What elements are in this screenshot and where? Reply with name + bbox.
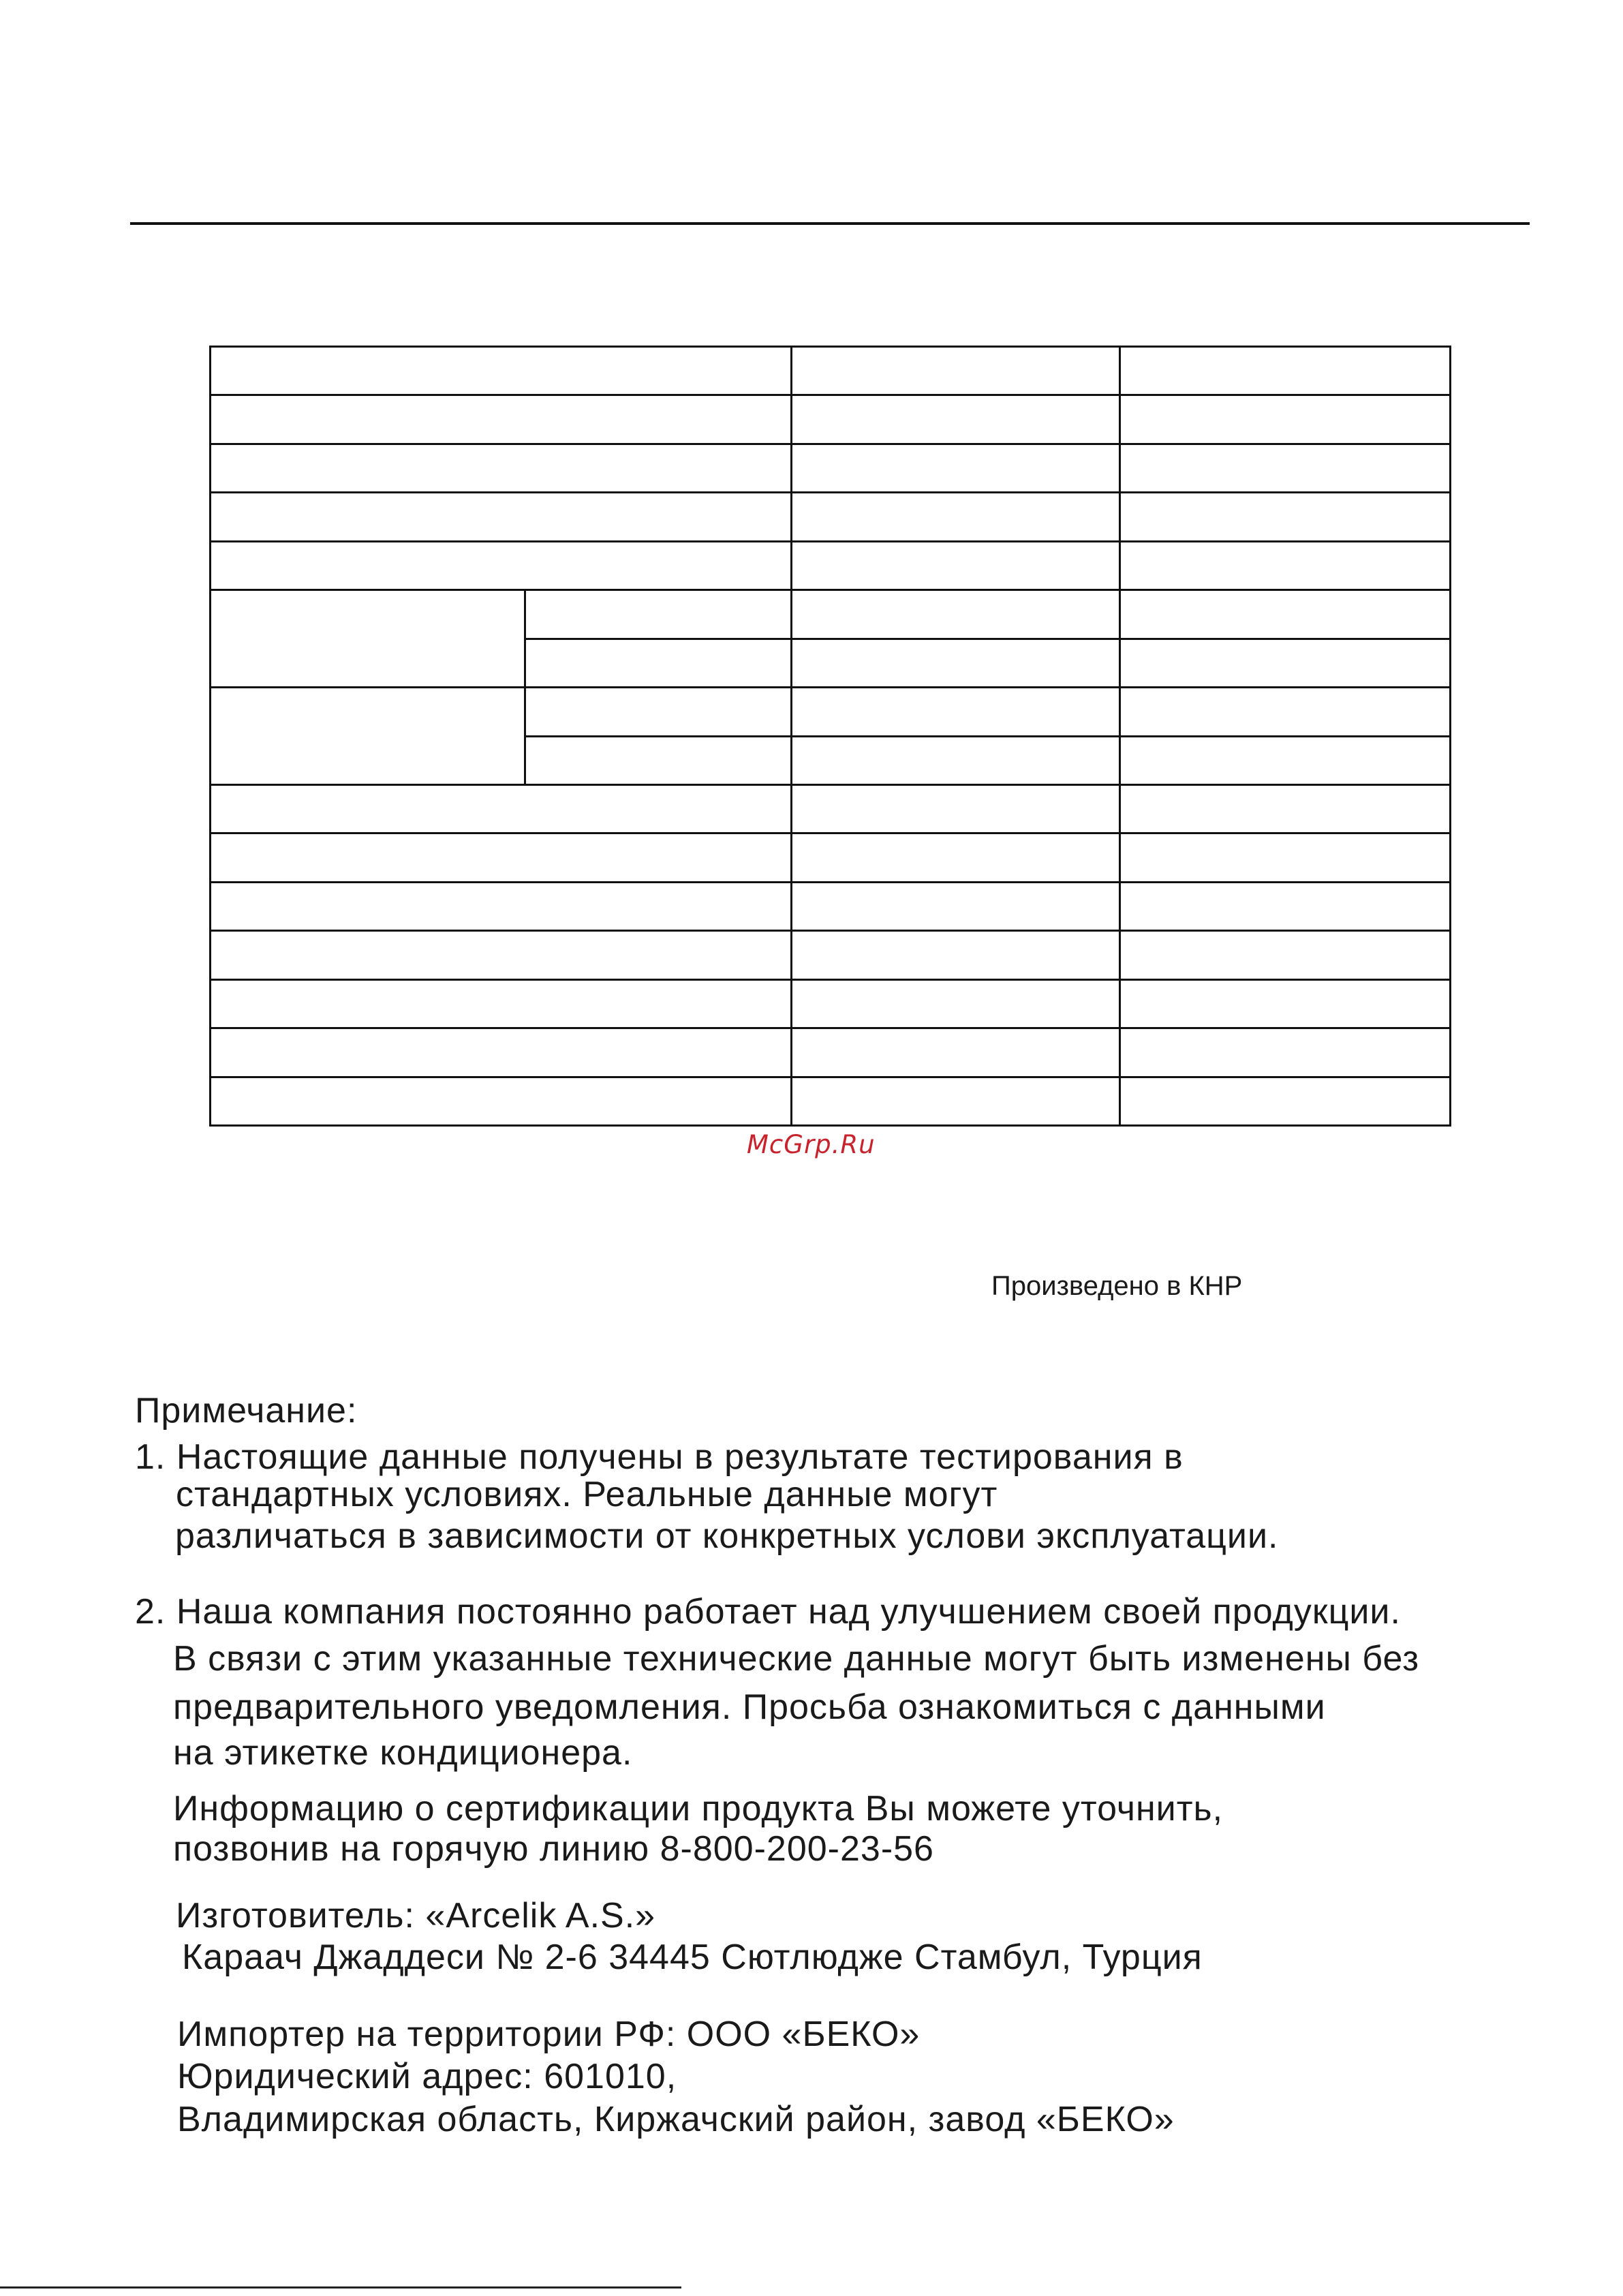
table-cell bbox=[211, 347, 792, 395]
table-cell bbox=[1120, 979, 1451, 1028]
table-cell bbox=[792, 979, 1120, 1028]
table-cell bbox=[1120, 639, 1451, 687]
table-cell bbox=[211, 688, 525, 785]
certification-hotline: позвонив на горячую линию 8-800-200-23-56 bbox=[173, 1829, 934, 1869]
table-cell bbox=[1120, 444, 1451, 492]
table-cell bbox=[792, 639, 1120, 687]
table-row bbox=[211, 541, 1451, 590]
table-row bbox=[211, 979, 1451, 1028]
note-item-2-line-1: 2. Наша компания постоянно работает над улучшением своей продукции. bbox=[135, 1592, 1401, 1632]
table-cell bbox=[1120, 1028, 1451, 1077]
table-cell bbox=[211, 541, 792, 590]
importer-name: Импортер на территории РФ: ООО «БЕКО» bbox=[177, 2015, 921, 2054]
table-cell bbox=[792, 541, 1120, 590]
table-cell bbox=[792, 833, 1120, 882]
table-cell bbox=[1120, 688, 1451, 736]
note-item-2-line-4: на этикетке кондиционера. bbox=[173, 1733, 633, 1773]
table-cell bbox=[211, 931, 792, 979]
note-heading: Примечание: bbox=[135, 1391, 358, 1430]
table-cell bbox=[211, 882, 792, 930]
table-cell bbox=[1120, 784, 1451, 833]
watermark: McGrp.Ru bbox=[747, 1130, 876, 1159]
table-cell bbox=[1120, 395, 1451, 444]
made-in-label: Произведено в КНР bbox=[991, 1271, 1243, 1301]
table-cell bbox=[792, 784, 1120, 833]
bottom-rule bbox=[0, 2286, 681, 2289]
table-row bbox=[211, 493, 1451, 541]
table-cell bbox=[792, 347, 1120, 395]
table-cell bbox=[1120, 882, 1451, 930]
table-cell bbox=[525, 590, 792, 639]
manufacturer-name: Изготовитель: «Arcelik A.S.» bbox=[176, 1896, 656, 1935]
table-cell bbox=[211, 493, 792, 541]
table-row bbox=[211, 1077, 1451, 1125]
table-cell bbox=[211, 1077, 792, 1125]
table-cell bbox=[1120, 931, 1451, 979]
table-cell bbox=[211, 979, 792, 1028]
note-item-1-line-1: 1. Настоящие данные получены в результате тестирования в bbox=[135, 1437, 1184, 1477]
table-cell bbox=[211, 784, 792, 833]
importer-legal-address: Юридический адрес: 601010, bbox=[177, 2057, 677, 2096]
table-cell bbox=[1120, 541, 1451, 590]
table-row bbox=[211, 347, 1451, 395]
table-cell bbox=[1120, 347, 1451, 395]
table-cell bbox=[525, 736, 792, 784]
table-cell bbox=[792, 882, 1120, 930]
table-cell bbox=[792, 931, 1120, 979]
table-cell bbox=[211, 395, 792, 444]
table-row bbox=[211, 590, 1451, 639]
manufacturer-address: Караач Джаддеси № 2-6 34445 Сютлюдже Стамбул, Турция bbox=[182, 1938, 1203, 1977]
table-cell bbox=[1120, 736, 1451, 784]
note-item-1-line-3: различаться в зависимости от конкретных услови эксплуатации. bbox=[175, 1516, 1279, 1556]
table-cell bbox=[525, 688, 792, 736]
table-cell bbox=[792, 1077, 1120, 1125]
table-cell bbox=[211, 590, 525, 688]
table-row bbox=[211, 833, 1451, 882]
table-cell bbox=[211, 444, 792, 492]
table-row bbox=[211, 1028, 1451, 1077]
table-row bbox=[211, 931, 1451, 979]
table-cell bbox=[792, 736, 1120, 784]
table-cell bbox=[1120, 493, 1451, 541]
table-cell bbox=[1120, 590, 1451, 639]
top-rule bbox=[130, 222, 1530, 225]
table-cell bbox=[792, 493, 1120, 541]
table-cell bbox=[792, 444, 1120, 492]
table-row bbox=[211, 882, 1451, 930]
table-cell bbox=[211, 1028, 792, 1077]
table-cell bbox=[792, 590, 1120, 639]
table-row bbox=[211, 395, 1451, 444]
table-cell bbox=[211, 833, 792, 882]
table-row bbox=[211, 688, 1451, 736]
note-item-2-line-2: В связи с этим указанные технические данные могут быть изменены без bbox=[173, 1639, 1420, 1679]
table-cell bbox=[525, 639, 792, 687]
table-cell bbox=[792, 688, 1120, 736]
certification-line-1: Информацию о сертификации продукта Вы можете уточнить, bbox=[173, 1789, 1224, 1828]
table-row bbox=[211, 444, 1451, 492]
importer-location: Владимирская область, Киржачский район, завод «БЕКО» bbox=[177, 2100, 1175, 2139]
table-cell bbox=[1120, 833, 1451, 882]
spec-table bbox=[209, 346, 1451, 1127]
note-item-2-line-3: предварительного уведомления. Просьба ознакомиться с данными bbox=[173, 1687, 1326, 1727]
table-cell bbox=[1120, 1077, 1451, 1125]
note-item-1-line-2: стандартных условиях. Реальные данные могут bbox=[176, 1475, 998, 1514]
table-cell bbox=[792, 1028, 1120, 1077]
table-row bbox=[211, 784, 1451, 833]
table-cell bbox=[792, 395, 1120, 444]
